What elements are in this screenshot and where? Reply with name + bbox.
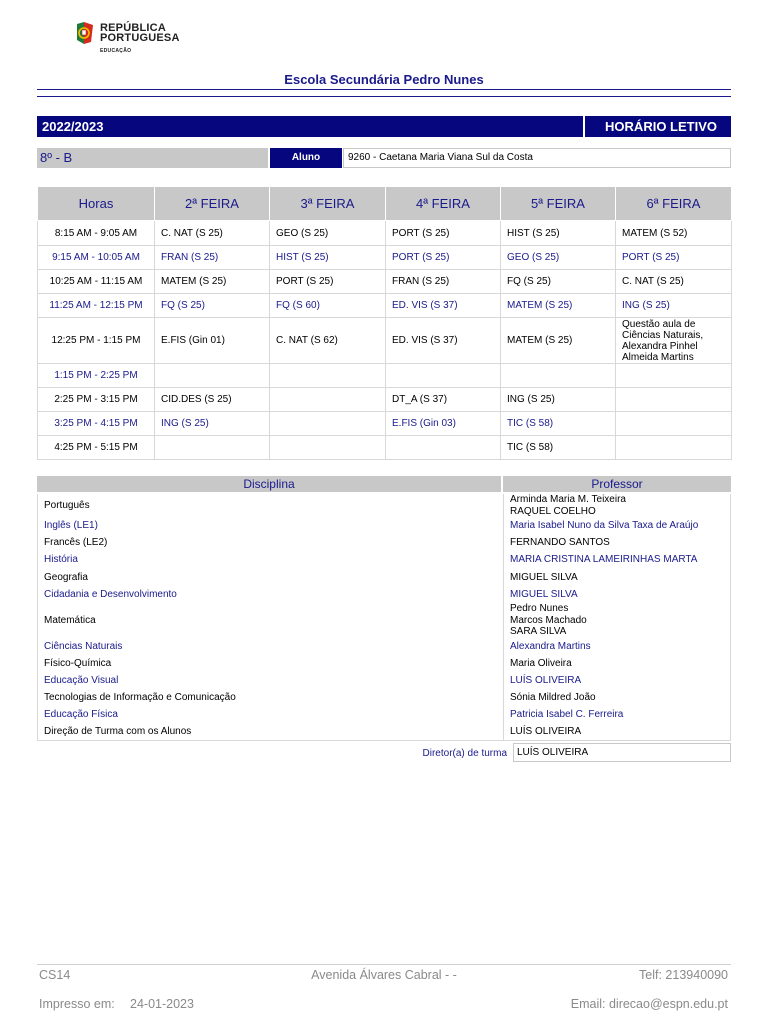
teacher-name: FERNANDO SANTOS	[504, 534, 731, 551]
schedule-cell	[270, 388, 386, 412]
schedule-cell: PORT (S 25)	[616, 246, 732, 270]
schedule-cell: TIC (S 58)	[501, 412, 616, 436]
teacher-header: Professor	[503, 476, 731, 492]
time-slot: 3:25 PM - 4:15 PM	[38, 412, 155, 436]
student-value: 9260 - Caetana Maria Viana Sul da Costa	[343, 148, 731, 168]
discipline-name: Físico-Química	[38, 655, 504, 672]
teacher-name: Alexandra Martins	[504, 638, 731, 655]
teacher-name: Patricia Isabel C. Ferreira	[504, 706, 731, 723]
schedule-cell	[616, 388, 732, 412]
schedule-row	[38, 412, 732, 436]
teacher-name: LUÍS OLIVEIRA	[504, 672, 731, 689]
discipline-name: Educação Física	[38, 706, 504, 723]
schedule-cell	[155, 364, 270, 388]
schedule-cell: ING (S 25)	[616, 294, 732, 318]
subject-row	[38, 569, 731, 586]
subjects-table	[37, 494, 731, 741]
printed-date: 24-01-2023	[130, 997, 194, 1011]
time-slot: 4:25 PM - 5:15 PM	[38, 436, 155, 460]
teacher-name: MIGUEL SILVA	[504, 586, 731, 603]
teacher-name: LUÍS OLIVEIRA	[504, 723, 731, 740]
schedule-cell	[270, 412, 386, 436]
time-slot: 12:25 PM - 1:15 PM	[38, 318, 155, 364]
footer-code: CS14	[39, 968, 71, 982]
teacher-name: MIGUEL SILVA	[504, 569, 731, 586]
schedule-header: 3ª FEIRA	[270, 187, 386, 221]
footer-address: Avenida Álvares Cabral - -	[311, 968, 457, 982]
teacher-name: Sónia Mildred João	[504, 689, 731, 706]
discipline-name: Ciências Naturais	[38, 638, 504, 655]
schedule-row	[38, 246, 732, 270]
schedule-type: HORÁRIO LETIVO	[585, 116, 731, 137]
subject-row	[38, 706, 731, 723]
footer-divider	[37, 964, 731, 965]
schedule-cell: E.FIS (Gin 01)	[155, 318, 270, 364]
schedule-cell	[616, 412, 732, 436]
schedule-cell: MATEM (S 52)	[616, 221, 732, 246]
schedule-cell: C. NAT (S 25)	[616, 270, 732, 294]
teacher-name: Maria Isabel Nuno da Silva Taxa de Araújo	[504, 517, 731, 534]
class-director-label: Diretor(a) de turma	[422, 748, 507, 759]
schedule-cell	[270, 364, 386, 388]
schedule-cell: HIST (S 25)	[270, 246, 386, 270]
discipline-header: Disciplina	[37, 476, 501, 492]
time-slot: 2:25 PM - 3:15 PM	[38, 388, 155, 412]
subject-row	[38, 672, 731, 689]
subject-row	[38, 689, 731, 706]
schedule-row	[38, 221, 732, 246]
teacher-name: SARA SILVA	[510, 626, 567, 638]
republica-portuguesa-logo	[74, 20, 184, 58]
time-slot: 11:25 AM - 12:15 PM	[38, 294, 155, 318]
discipline-name: Cidadania e Desenvolvimento	[38, 586, 504, 603]
logo-line-2: PORTUGUESA	[100, 32, 180, 44]
discipline-name: Português	[38, 494, 504, 517]
discipline-name: Francês (LE2)	[38, 534, 504, 551]
schedule-cell: MATEM (S 25)	[155, 270, 270, 294]
logo-line-3: EDUCAÇÃO	[100, 48, 132, 54]
teacher-name: RAQUEL COELHO	[510, 505, 596, 517]
time-slot: 10:25 AM - 11:15 AM	[38, 270, 155, 294]
schedule-cell: ED. VIS (S 37)	[386, 294, 501, 318]
teacher-name: Maria Oliveira	[504, 655, 731, 672]
divider	[37, 96, 731, 97]
teacher-name: Arminda Maria M. Teixeira	[510, 494, 626, 505]
schedule-header: Horas	[38, 187, 155, 221]
schedule-cell	[501, 364, 616, 388]
schedule-cell: FQ (S 25)	[155, 294, 270, 318]
schedule-cell: CID.DES (S 25)	[155, 388, 270, 412]
schedule-row	[38, 388, 732, 412]
schedule-cell: HIST (S 25)	[501, 221, 616, 246]
schedule-cell: PORT (S 25)	[386, 246, 501, 270]
subject-row	[38, 517, 731, 534]
school-year: 2022/2023	[37, 116, 583, 137]
teacher-name: MARIA CRISTINA LAMEIRINHAS MARTA	[504, 551, 731, 569]
schedule-table	[37, 186, 732, 460]
schedule-cell: FRAN (S 25)	[386, 270, 501, 294]
subject-row	[38, 551, 731, 569]
coat-of-arms-icon	[74, 22, 96, 48]
schedule-row	[38, 318, 732, 364]
schedule-row	[38, 270, 732, 294]
schedule-cell: C. NAT (S 62)	[270, 318, 386, 364]
schedule-header: 5ª FEIRA	[501, 187, 616, 221]
schedule-cell: PORT (S 25)	[386, 221, 501, 246]
schedule-row	[38, 294, 732, 318]
divider	[37, 89, 731, 90]
discipline-name: História	[38, 551, 504, 569]
printed-label: Impresso em:	[39, 997, 115, 1011]
schedule-cell: MATEM (S 25)	[501, 318, 616, 364]
schedule-header: 2ª FEIRA	[155, 187, 270, 221]
schedule-cell	[155, 436, 270, 460]
schedule-cell	[386, 364, 501, 388]
subject-row	[38, 586, 731, 603]
time-slot: 8:15 AM - 9:05 AM	[38, 221, 155, 246]
schedule-header: 4ª FEIRA	[386, 187, 501, 221]
schedule-cell: MATEM (S 25)	[501, 294, 616, 318]
schedule-cell	[270, 436, 386, 460]
class-name: 8º - B	[37, 148, 268, 168]
schedule-cell: GEO (S 25)	[501, 246, 616, 270]
time-slot: 1:15 PM - 2:25 PM	[38, 364, 155, 388]
schedule-row	[38, 364, 732, 388]
schedule-cell	[386, 436, 501, 460]
schedule-cell: TIC (S 58)	[501, 436, 616, 460]
schedule-cell: ING (S 25)	[155, 412, 270, 436]
schedule-cell: DT_A (S 37)	[386, 388, 501, 412]
subject-row	[38, 494, 731, 517]
schedule-cell: GEO (S 25)	[270, 221, 386, 246]
discipline-name: Tecnologias de Informação e Comunicação	[38, 689, 504, 706]
schedule-cell: E.FIS (Gin 03)	[386, 412, 501, 436]
schedule-cell: ING (S 25)	[501, 388, 616, 412]
subject-row	[38, 638, 731, 655]
teacher-cell	[504, 603, 731, 638]
footer-phone: Telf: 213940090	[639, 968, 728, 982]
schedule-cell: FQ (S 60)	[270, 294, 386, 318]
footer-email: Email: direcao@espn.edu.pt	[570, 997, 728, 1011]
schedule-cell: PORT (S 25)	[270, 270, 386, 294]
schedule-row	[38, 436, 732, 460]
teacher-name: Pedro Nunes	[510, 603, 569, 615]
discipline-name: Educação Visual	[38, 672, 504, 689]
schedule-cell	[616, 364, 732, 388]
time-slot: 9:15 AM - 10:05 AM	[38, 246, 155, 270]
schedule-cell: C. NAT (S 25)	[155, 221, 270, 246]
schedule-header-row	[38, 187, 732, 221]
schedule-cell: Questão aula de Ciências Naturais, Alexandra Pinhel Almeida Martins	[616, 318, 732, 364]
schedule-header: 6ª FEIRA	[616, 187, 732, 221]
discipline-name: Direção de Turma com os Alunos	[38, 723, 504, 740]
teacher-cell	[504, 494, 731, 517]
schedule-cell	[616, 436, 732, 460]
discipline-name: Geografia	[38, 569, 504, 586]
schedule-cell: FRAN (S 25)	[155, 246, 270, 270]
school-name: Escola Secundária Pedro Nunes	[284, 72, 484, 87]
discipline-name: Matemática	[38, 603, 504, 638]
subject-row	[38, 655, 731, 672]
schedule-cell: ED. VIS (S 37)	[386, 318, 501, 364]
student-label: Aluno	[270, 148, 342, 168]
subject-row	[38, 534, 731, 551]
discipline-name: Inglês (LE1)	[38, 517, 504, 534]
logo-line-1: REPÚBLICA	[100, 22, 166, 34]
class-director-value: LUÍS OLIVEIRA	[513, 743, 731, 762]
subject-row	[38, 603, 731, 638]
subject-row	[38, 723, 731, 740]
schedule-cell: FQ (S 25)	[501, 270, 616, 294]
teacher-name: Marcos Machado	[510, 614, 587, 626]
